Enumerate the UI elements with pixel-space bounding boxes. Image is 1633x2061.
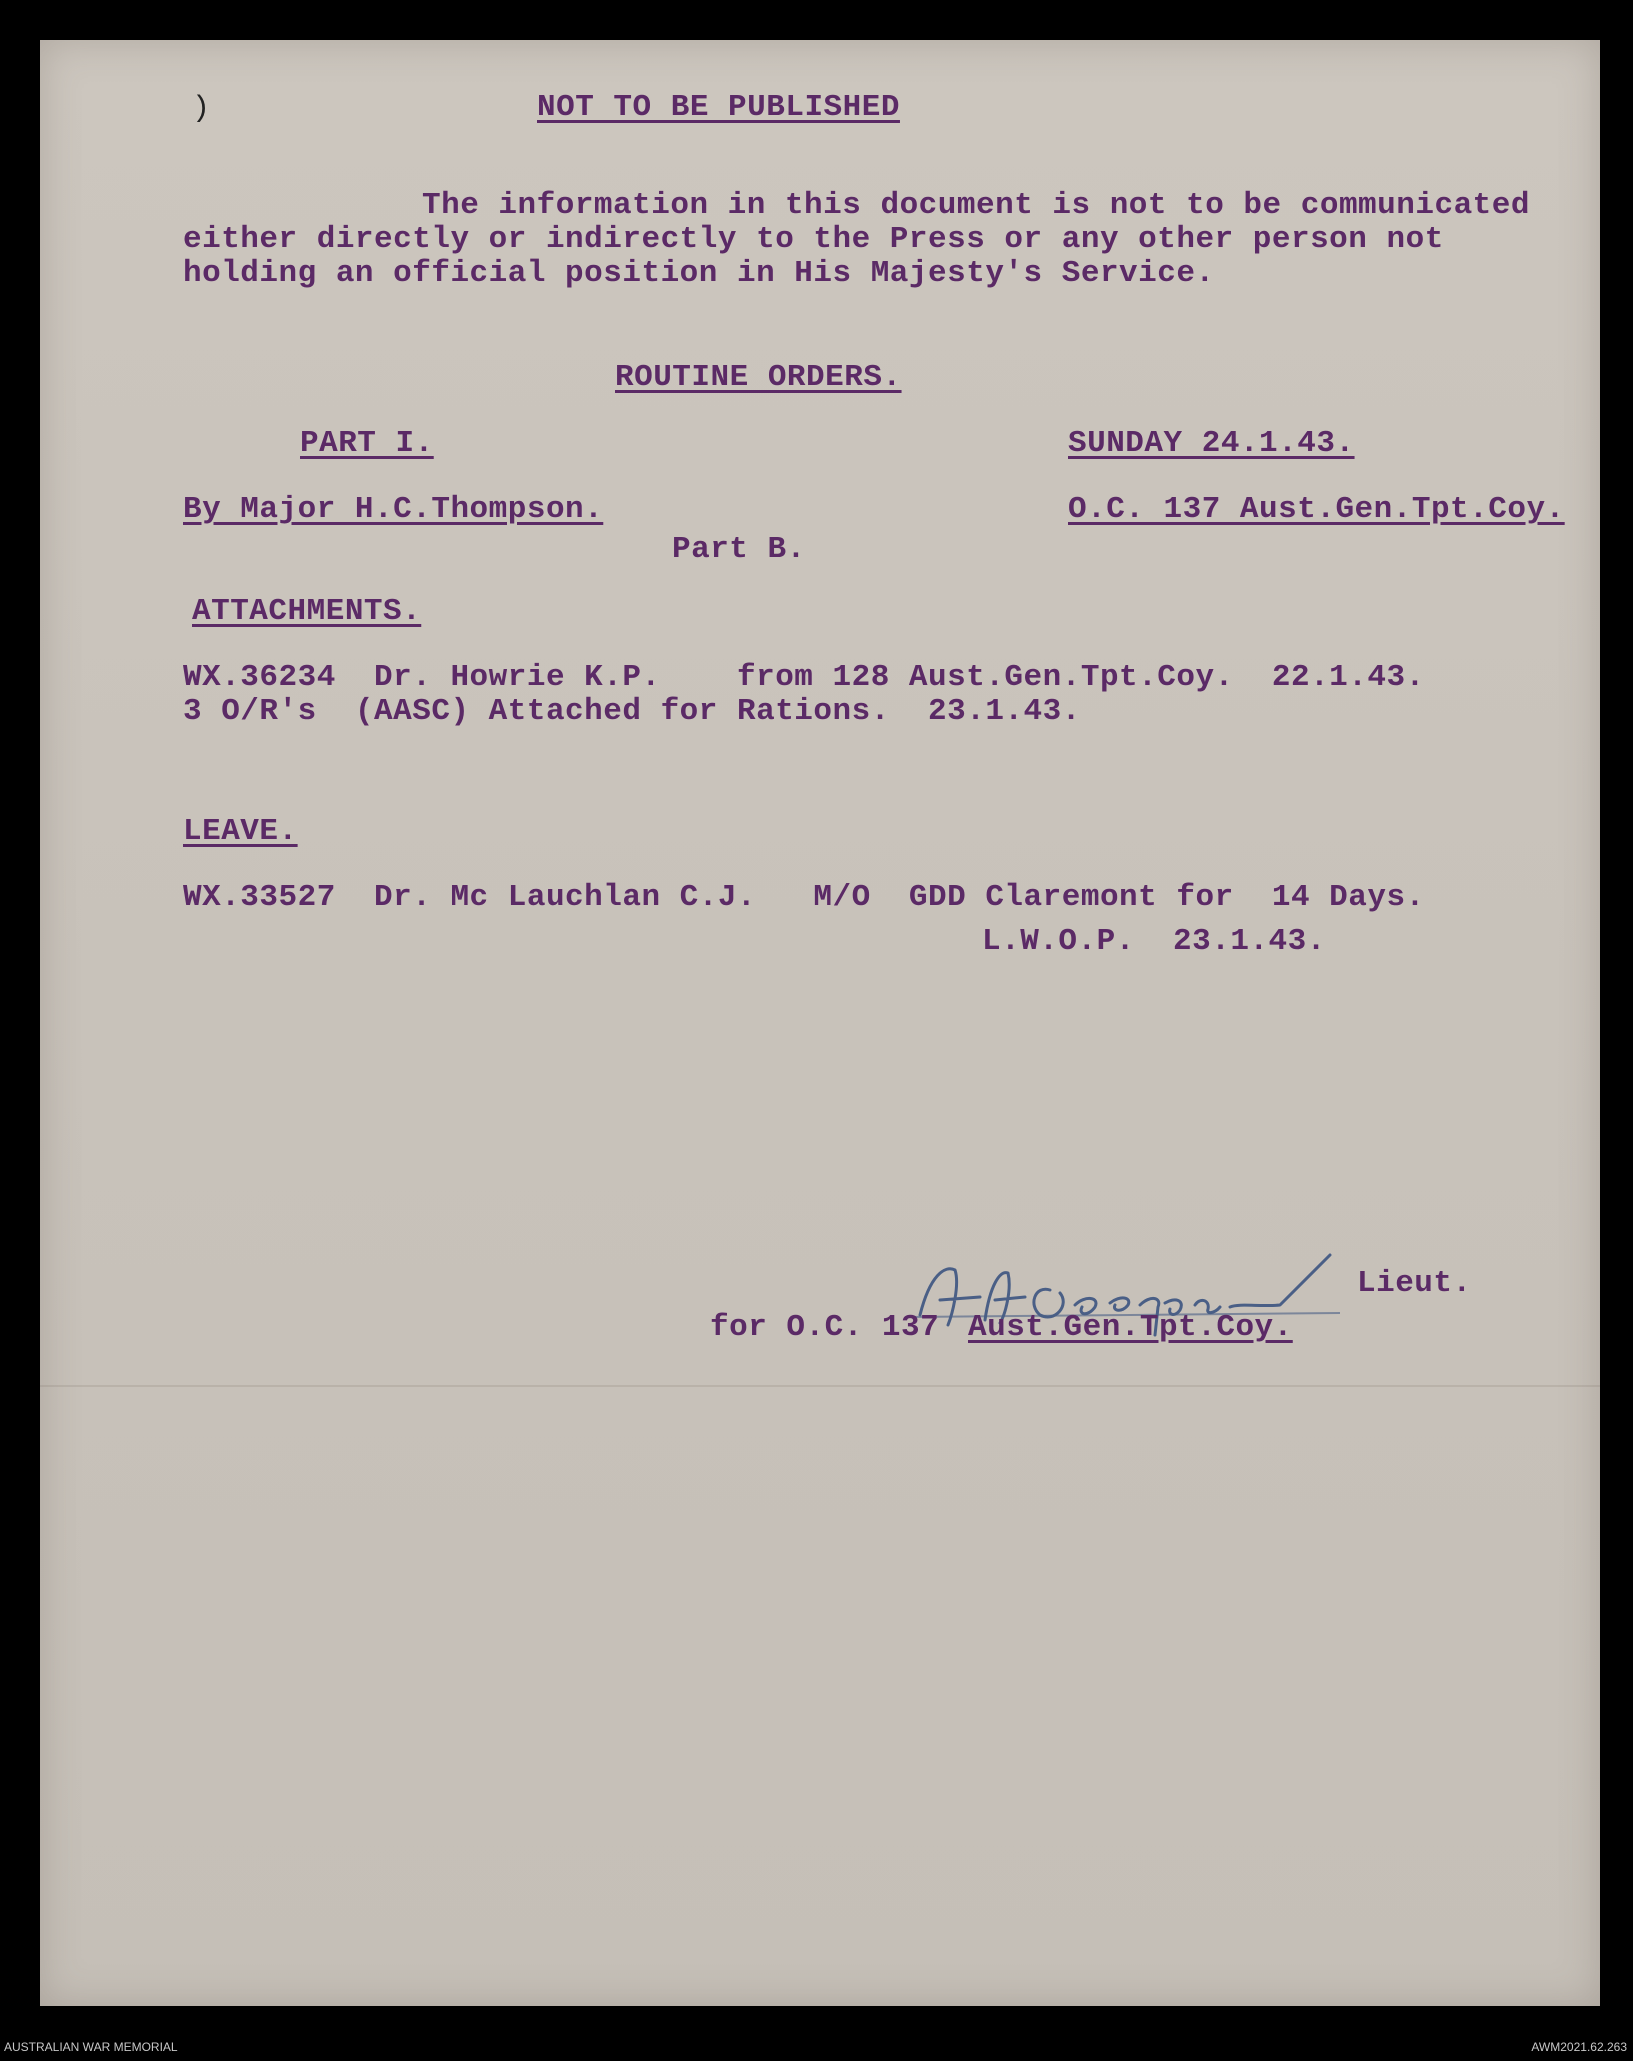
margin-mark: ) xyxy=(192,92,211,126)
leave-entry-2: L.W.O.P. 23.1.43. xyxy=(982,924,1326,959)
notice-line-1: The information in this document is not to be communicated xyxy=(422,188,1530,223)
sub-part: Part B. xyxy=(672,532,806,567)
leave-entry-1: WX.33527 Dr. Mc Lauchlan C.J. M/O GDD Claremont for 14 Days. xyxy=(183,880,1425,915)
unit-line: O.C. 137 Aust.Gen.Tpt.Coy. xyxy=(1068,492,1565,527)
orders-title: ROUTINE ORDERS. xyxy=(615,360,902,395)
orders-date: SUNDAY 24.1.43. xyxy=(1068,426,1355,461)
sign-off-prefix: for O.C. 137 xyxy=(710,1310,940,1345)
leave-heading: LEAVE. xyxy=(183,814,298,849)
part-label: PART I. xyxy=(300,426,434,461)
restriction-caption: NOT TO BE PUBLISHED xyxy=(537,90,900,125)
document-page xyxy=(40,40,1600,2006)
paper-fold-line xyxy=(40,1385,1600,1387)
footer-archive-name: AUSTRALIAN WAR MEMORIAL xyxy=(4,2040,178,2054)
sign-off-unit: Aust.Gen.Tpt.Coy. xyxy=(968,1310,1293,1345)
attachments-entry-2: 3 O/R's (AASC) Attached for Rations. 23.1.43. xyxy=(183,694,1081,729)
footer-reference: AWM2021.62.263 xyxy=(1531,2040,1627,2054)
attachments-entry-1: WX.36234 Dr. Howrie K.P. from 128 Aust.Gen.Tpt.Coy. 22.1.43. xyxy=(183,660,1425,695)
attachments-heading: ATTACHMENTS. xyxy=(192,594,422,629)
issued-by: By Major H.C.Thompson. xyxy=(183,492,604,527)
signatory-rank: Lieut. xyxy=(1357,1266,1472,1301)
notice-line-3: holding an official position in His Majesty's Service. xyxy=(183,256,1215,291)
notice-line-2: either directly or indirectly to the Press or any other person not xyxy=(183,222,1444,257)
